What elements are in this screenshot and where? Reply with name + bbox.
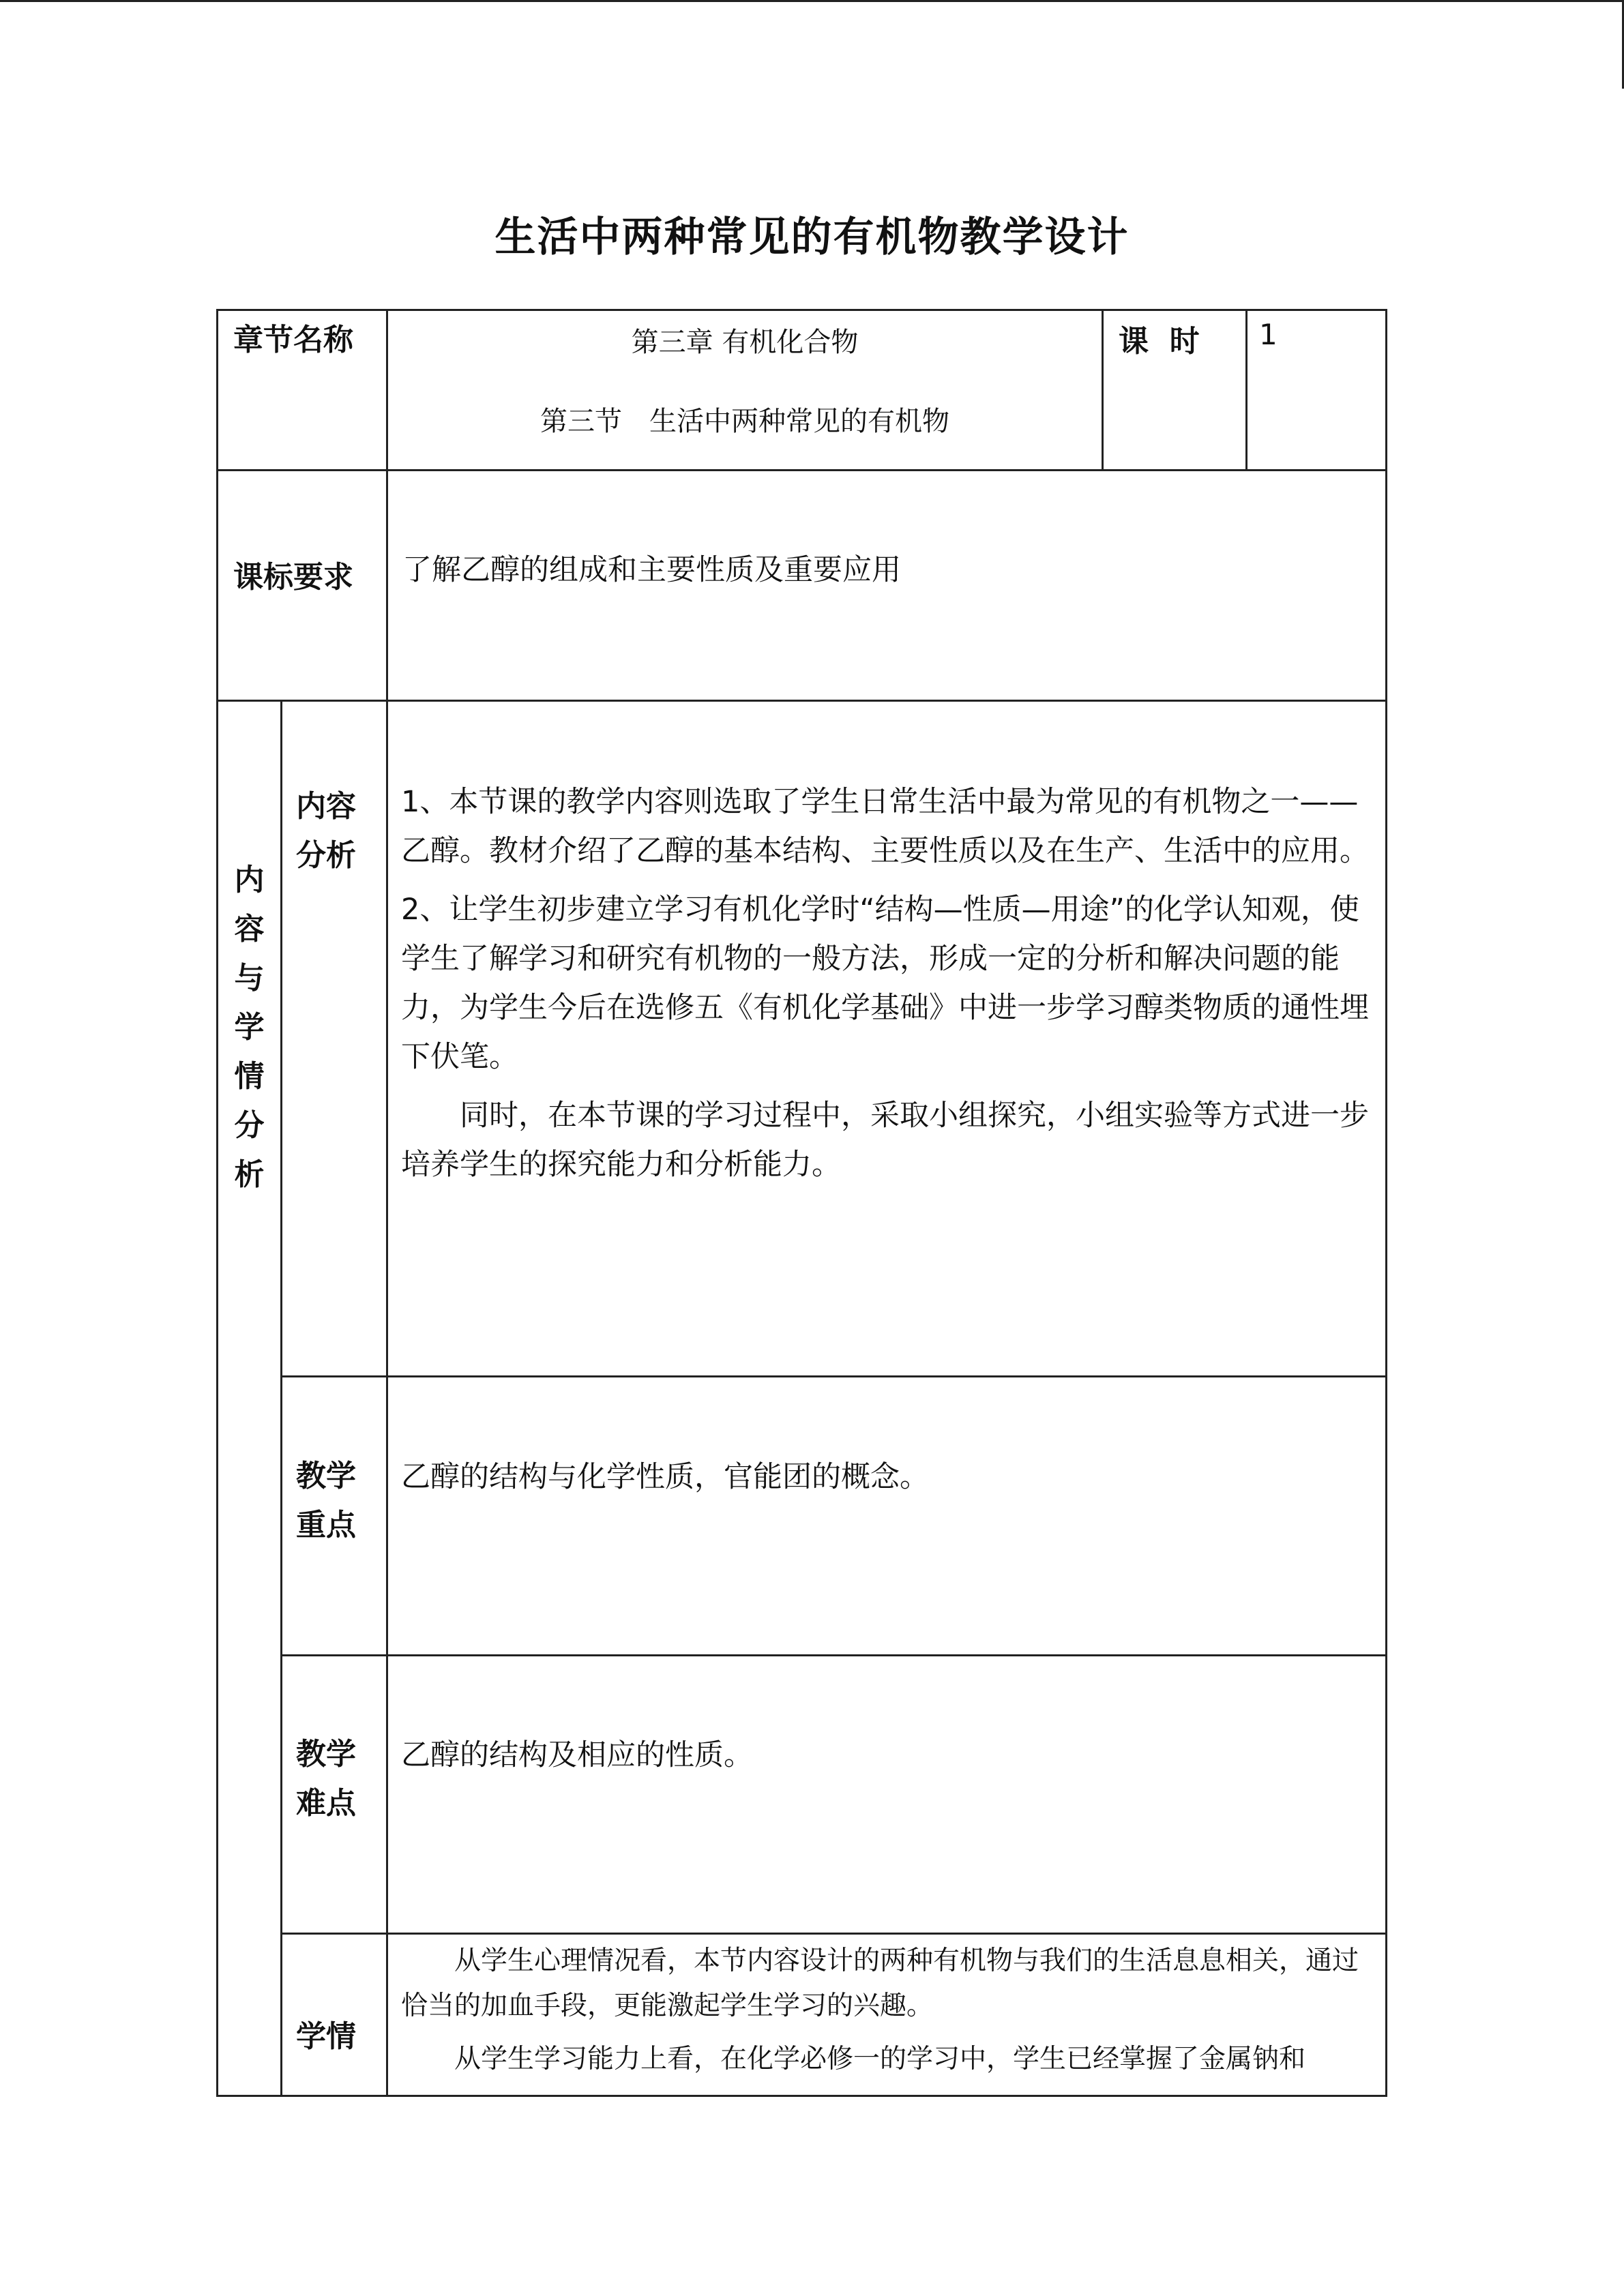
document-title: 生活中两种常见的有机物教学设计 [494,213,1130,261]
content-paragraph: 1、本节课的教学内容则选取了学生日常生活中最为常见的有机物之一——乙醇。教材介绍了乙醇的基本结构、主要性质以及在生产、生活中的应用。 [401,785,1369,868]
table-row-divider [280,1933,1387,1935]
content-analysis-label: 内容 分析 [296,789,356,873]
table-border-top [216,309,1387,311]
difficulties-text: 乙醇的结构及相应的性质。 [401,1738,753,1772]
group-label-char: 与 [234,961,265,996]
group-label-char: 容 [234,912,265,946]
content-paragraph: 2、让学生初步建立学习有机化学时“结构—性质—用途”的化学认知观，使学生了解学习和研究有机物的一般方法，形成一定的分析和解决问题的能力，为学生今后在选修五《有机化学基础》中进一步学习醇类物质的通性埋下伏笔。 [401,893,1369,1074]
key-points-text: 乙醇的结构与化学性质，官能团的概念。 [401,1460,929,1494]
period-value: 1 [1259,318,1278,351]
table-row-divider [280,1375,1387,1377]
student-paragraph: 从学生学习能力上看，在化学必修一的学习中，学生已经掌握了金属钠和 [454,2044,1306,2074]
table-row-divider [216,469,1387,471]
content-analysis-group-label [218,856,280,1199]
table-row-divider [216,700,1387,702]
group-label-char: 情 [234,1059,265,1094]
table-border-bottom [216,2095,1387,2097]
group-label-char: 析 [234,1157,265,1192]
table-col-divider [386,309,388,2097]
key-points-label: 教学 重点 [296,1459,356,1542]
table-col-divider [1102,309,1104,471]
chapter-line-1: 第三章 有机化合物 [631,327,859,358]
difficulties-label: 教学 难点 [296,1737,356,1821]
table-row-divider [280,1654,1387,1656]
content-paragraph: 同时，在本节课的学习过程中，采取小组探究，小组实验等方式进一步培养学生的探究能力和分析能力。 [401,1099,1369,1182]
group-label-char: 学 [234,1010,265,1045]
content-analysis-text [401,777,1370,1189]
standard-label: 课标要求 [233,560,353,595]
student-situation-label: 学情 [296,2019,356,2054]
group-label-char: 分 [234,1108,265,1143]
period-label: 课 时 [1119,324,1200,359]
table-border-left [216,309,218,2097]
chapter-line-2: 第三节 生活中两种常见的有机物 [540,406,949,437]
table-col-divider [280,700,282,2097]
student-paragraph: 从学生心理情况看，本节内容设计的两种有机物与我们的生活息息相关，通过恰当的加血手段，更能激起学生学习的兴趣。 [401,1945,1359,2021]
standard-text: 了解乙醇的组成和主要性质及重要应用 [402,553,901,587]
table-border-right [1385,309,1387,2097]
student-situation-text [401,1939,1370,2082]
chapter-label: 章节名称 [233,323,353,357]
table-col-divider [1245,309,1247,471]
group-label-char: 内 [234,863,265,897]
